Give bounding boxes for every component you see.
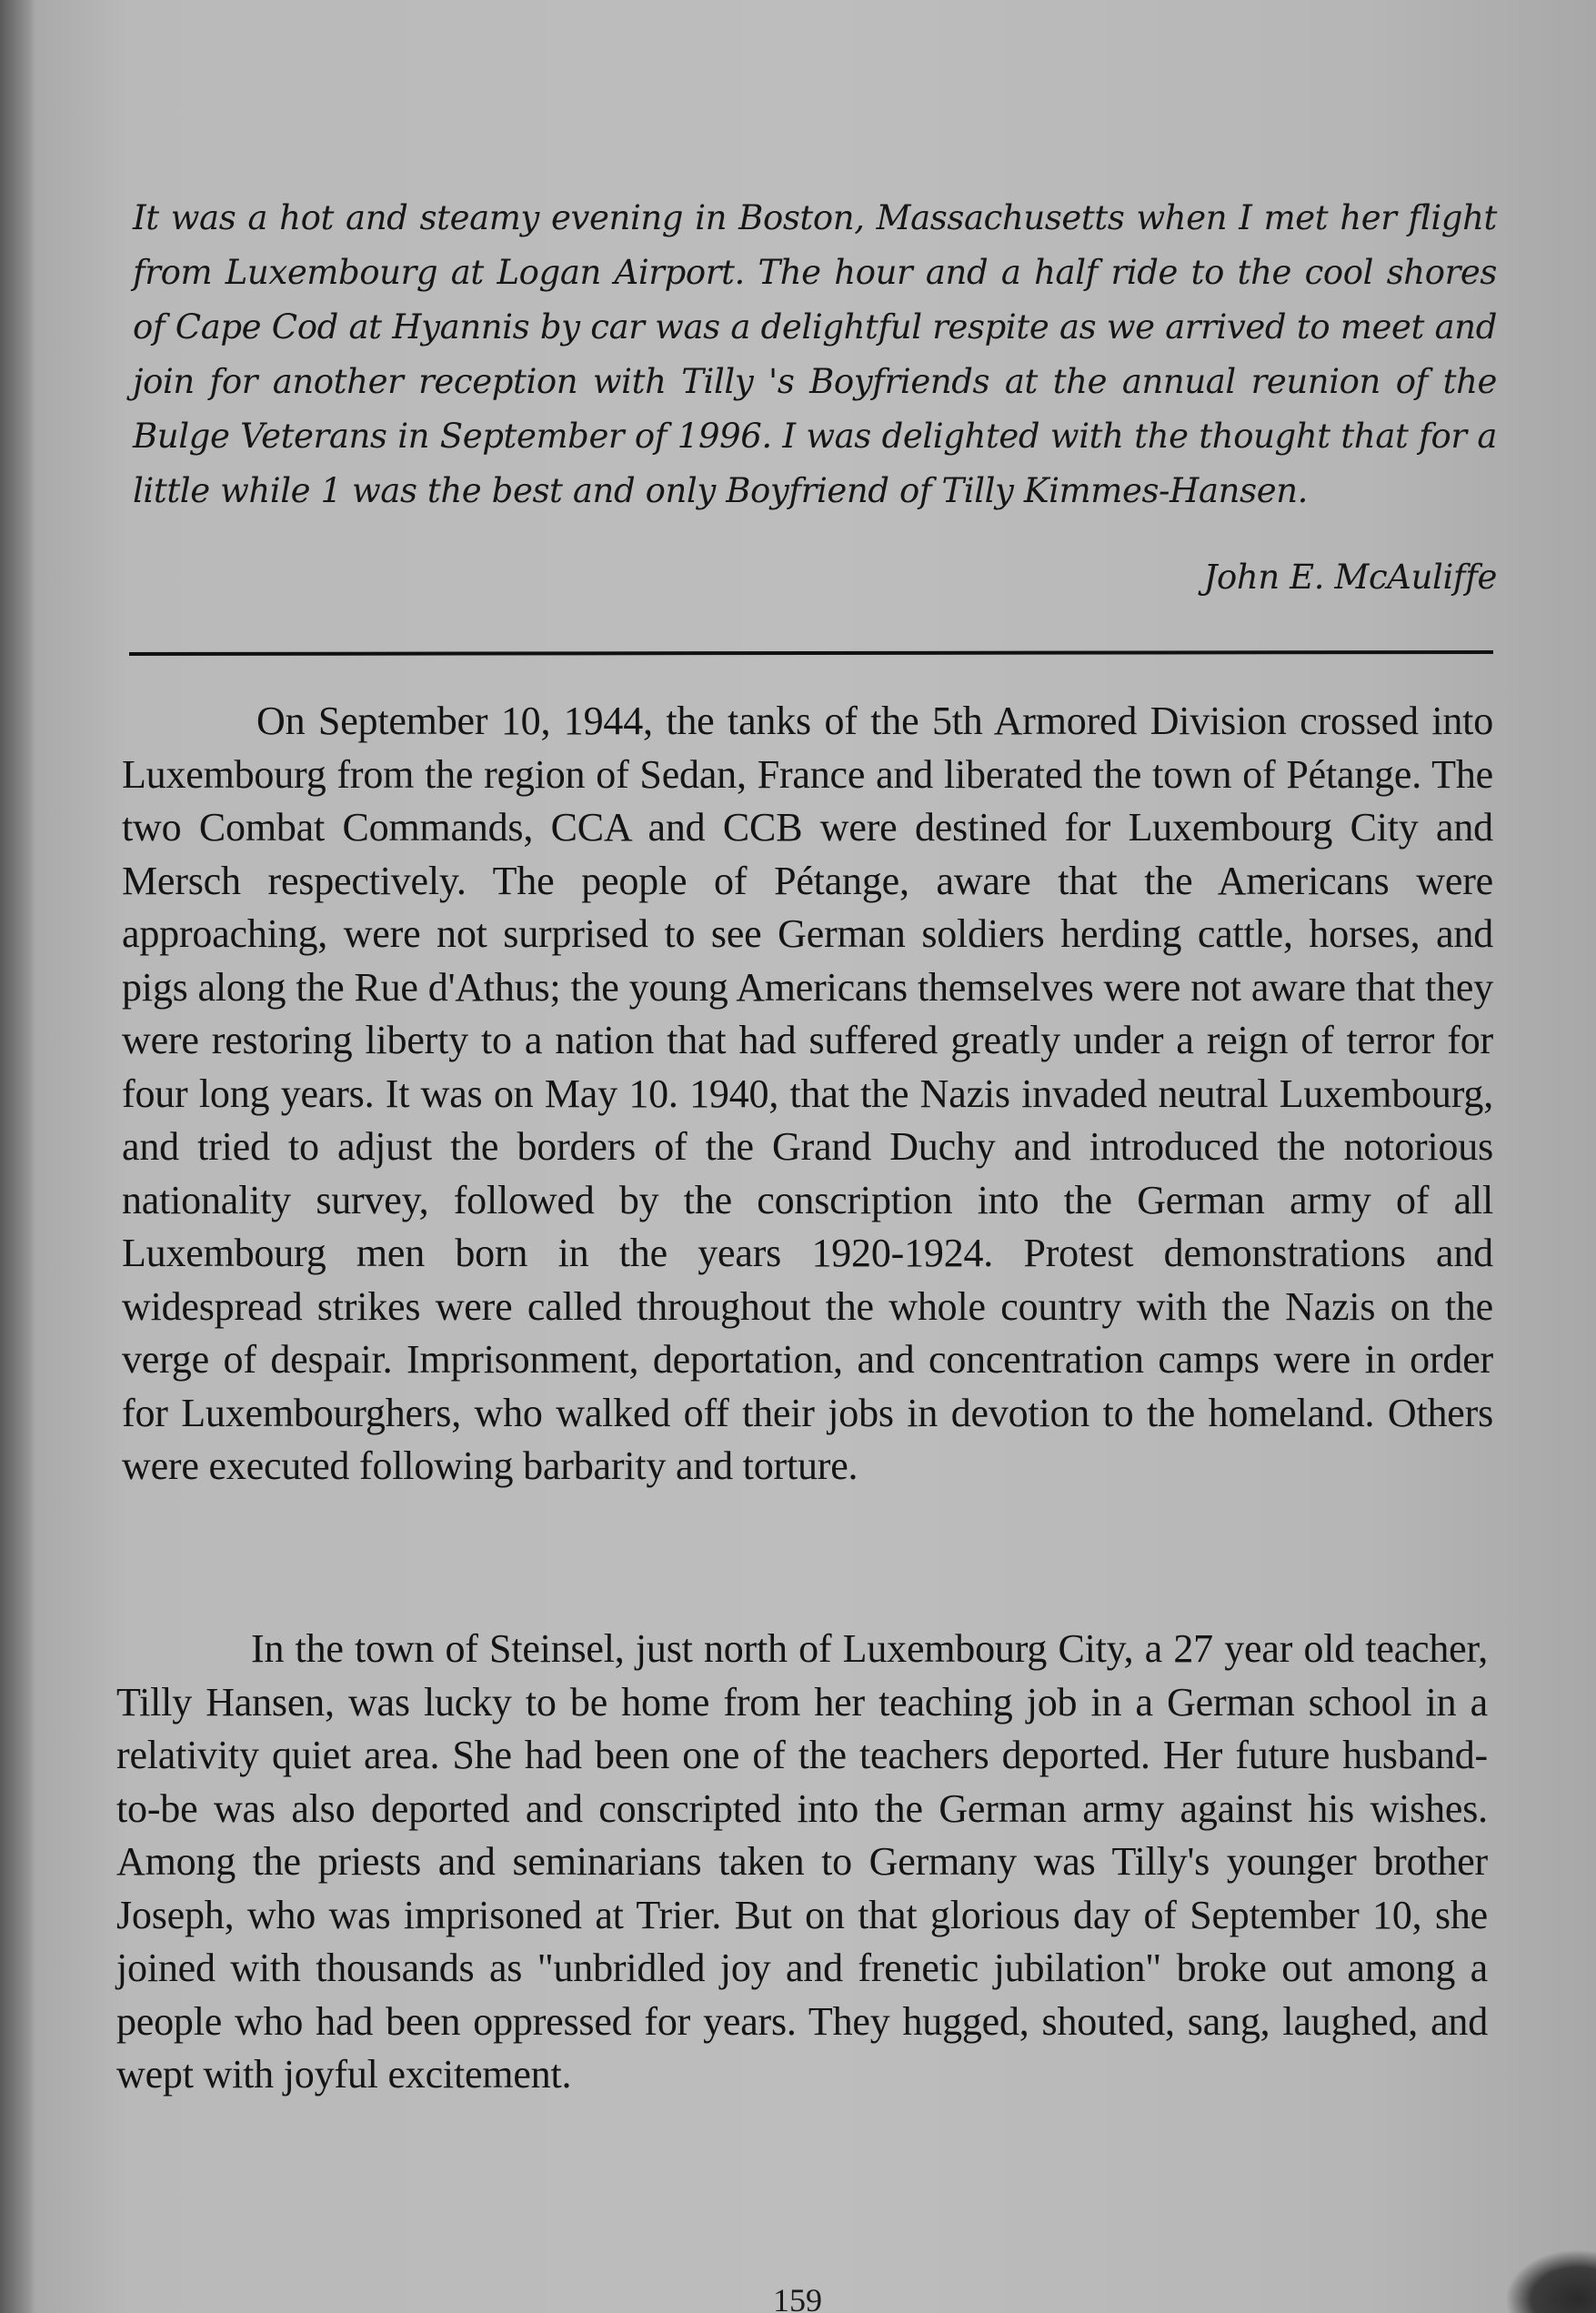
paragraph-text: On September 10, 1944, the tanks of the 5th Armored Division crossed into Luxembourg from the region of Sedan, France and liberated the town of Pétange. The two Combat Commands, CCA and CCB were destined for Luxembourg City and Mersch respectively. The people of Pétange, aware that the Americans were approaching, were not surprised to see German soldiers herding cattle, horses, and pigs along the Rue d'Athus; the young Americans themselves were not aware that they were restoring liberty to a nation that had suffered greatly under a reign of terror for four long years. It was on May 10. 1940, that the Nazis invaded neutral Luxembourg, and tried to adjust the borders of the Grand Duchy and introduced the notorious nationality survey, followed by the conscription into the German army of all Luxembourg men born in the years 1920-1924. Protest demonstrations and widespread strikes were called throughout the whole country with the Nazis on the verge of despair. Imprisonment, deportation, and concentration camps were in order for Luxembourghers, who walked off their jobs in devotion to the homeland. Others were executed following barbarity and torture. [122, 699, 1493, 1488]
epigraph-text: It was a hot and steamy evening in Boston, Massachusetts when I met her flight from Luxembourg at Logan Airport. The hour and a half ride to the cool shores of Cape Cod at Hyannis by car was a delightful respite as we arrived to meet and join for another reception with Tilly 's Boyfriends at the annual reunion of the Bulge Veterans in September of 1996. I was delighted with the thought that for a little while 1 was the best and only Boyfriend of Tilly Kimmes-Hansen. [133, 198, 1497, 510]
section-divider [129, 650, 1493, 656]
epigraph-attribution: John E. McAuliffe [1203, 558, 1497, 597]
body-paragraph-2 [116, 1623, 1488, 2102]
corner-shadow [1505, 2249, 1596, 2313]
page-number: 159 [773, 2282, 822, 2313]
paragraph-text: In the town of Steinsel, just north of Luxembourg City, a 27 year old teacher, Tilly Hansen, was lucky to be home from her teaching job in a German school in a relativity quiet area. She had been one of the teachers deported. Her future husband-to-be was also deported and conscripted into the German army against his wishes. Among the priests and seminarians taken to Germany was Tilly's younger brother Joseph, who was imprisoned at Trier. But on that glorious day of September 10, she joined with thousands as "unbridled joy and frenetic jubilation" broke out among a people who had been oppressed for years. They hugged, shouted, sang, laughed, and wept with joyful excitement. [116, 1626, 1488, 2097]
gutter-shadow [0, 0, 35, 2313]
body-paragraph-1 [122, 695, 1493, 1493]
